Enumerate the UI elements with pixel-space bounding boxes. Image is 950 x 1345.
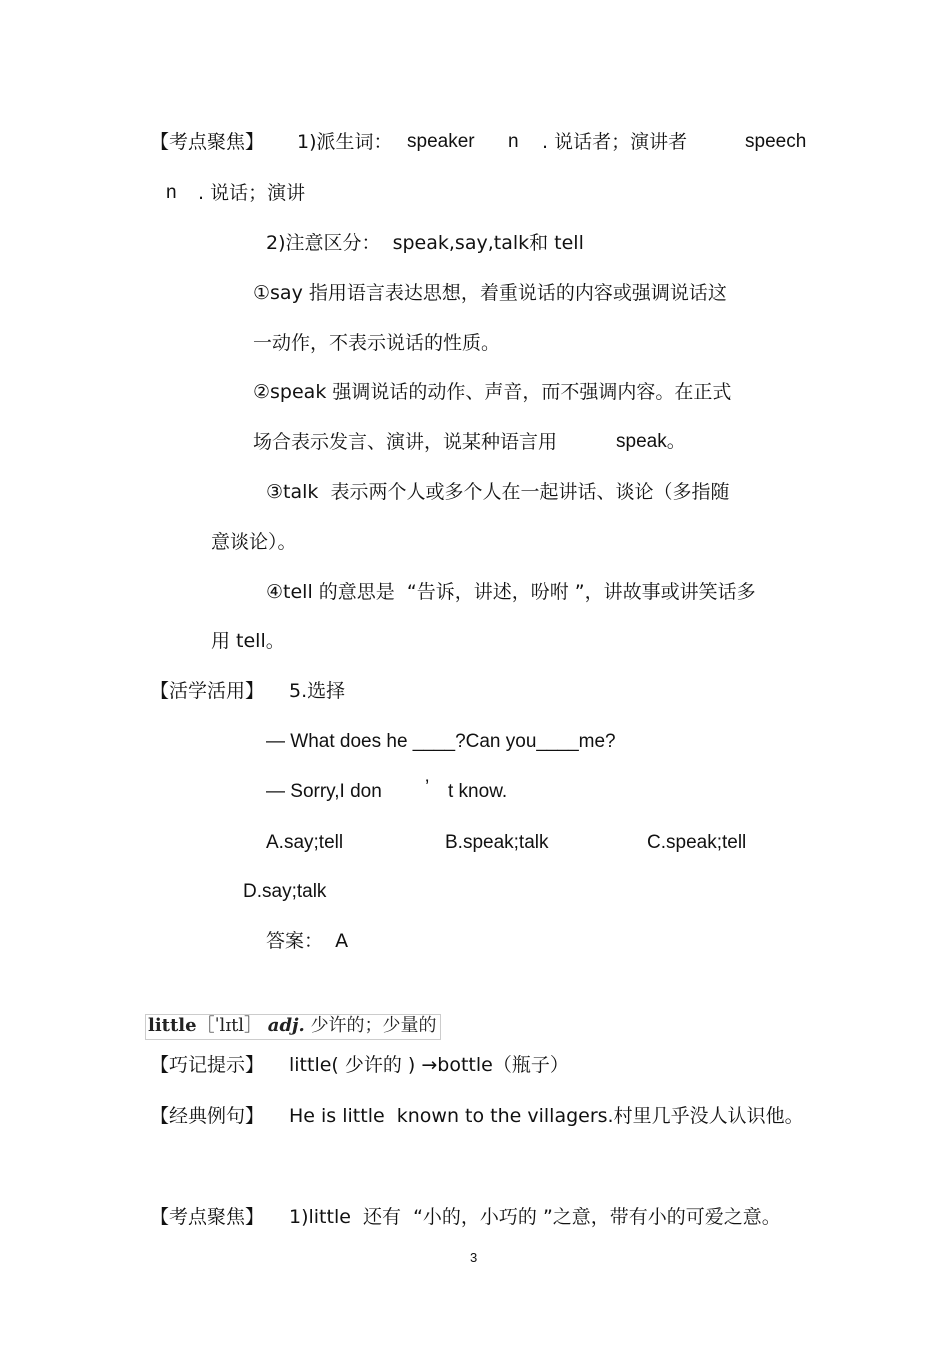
speak-explanation-line2: 场合表示发言、演讲，说某种语言用	[253, 431, 558, 453]
practice-label: 【活学活用】	[150, 680, 265, 702]
tell-explanation-line2: 用 tell。	[211, 630, 285, 652]
question-line2-apostrophe: ’	[425, 777, 430, 798]
option-d: D.say;talk	[243, 881, 327, 902]
entry-meaning: 少许的；少量的	[310, 1015, 437, 1036]
speak-explanation-word: speak。	[616, 431, 686, 452]
talk-explanation-line1: ③talk 表示两个人或多个人在一起讲话、谈论（多指随	[266, 481, 730, 503]
entry-headword: little	[148, 1015, 197, 1036]
mnemonic-label: 【巧记提示】	[150, 1054, 265, 1076]
question-line2-part1: — Sorry,I don	[266, 781, 382, 802]
say-explanation-line1: ①say 指用语言表达思想，着重说话的内容或强调说话这	[253, 282, 727, 304]
derivative-heading: 1)派生词：	[297, 131, 393, 153]
derivative-speech: speech	[745, 131, 807, 152]
answer: 答案： A	[266, 930, 349, 952]
derivative-speech-meaning: . 说话；演讲	[198, 182, 306, 204]
practice-number: 5.选择	[289, 680, 346, 702]
derivative-speaker: speaker	[407, 131, 475, 152]
say-explanation-line2: 一动作，不表示说话的性质。	[253, 332, 501, 354]
question-line2-part2: t know.	[448, 781, 508, 802]
entry-pos: adj.	[267, 1015, 305, 1036]
talk-explanation-line2: 意谈论）。	[211, 531, 297, 553]
option-c: C.speak;tell	[647, 832, 747, 853]
focus-label-1: 【考点聚焦】	[150, 131, 265, 153]
distinguish-title: 2)注意区分： speak,say,talk和 tell	[266, 232, 584, 254]
derivative-speaker-meaning: . 说话者；演讲者	[542, 131, 688, 153]
speak-explanation-line1: ②speak 强调说话的动作、声音，而不强调内容。在正式	[253, 381, 732, 403]
example-text: He is little known to the villagers.村里几乎没人认识他。	[289, 1105, 804, 1127]
derivative-speaker-pos: n	[508, 131, 519, 152]
dictionary-entry-image	[145, 1014, 441, 1040]
tell-explanation-line1: ④tell 的意思是 “告诉，讲述，吩咐 ”，讲故事或讲笑话多	[266, 581, 756, 603]
option-a: A.say;tell	[266, 832, 344, 853]
question-line1: — What does he ____?Can you____me?	[266, 731, 616, 752]
little-focus-text: 1)little 还有 “小的，小巧的 ”之意，带有小的可爱之意。	[289, 1206, 781, 1228]
example-label: 【经典例句】	[150, 1105, 265, 1127]
mnemonic-text: little( 少许的 ) →bottle（瓶子）	[289, 1054, 569, 1076]
option-b: B.speak;talk	[445, 832, 549, 853]
page-number: 3	[470, 1250, 478, 1265]
derivative-speech-pos: n	[166, 182, 177, 203]
focus-label-2: 【考点聚焦】	[150, 1206, 265, 1228]
entry-phonetic: ［ˈlɪtl］	[196, 1015, 263, 1036]
